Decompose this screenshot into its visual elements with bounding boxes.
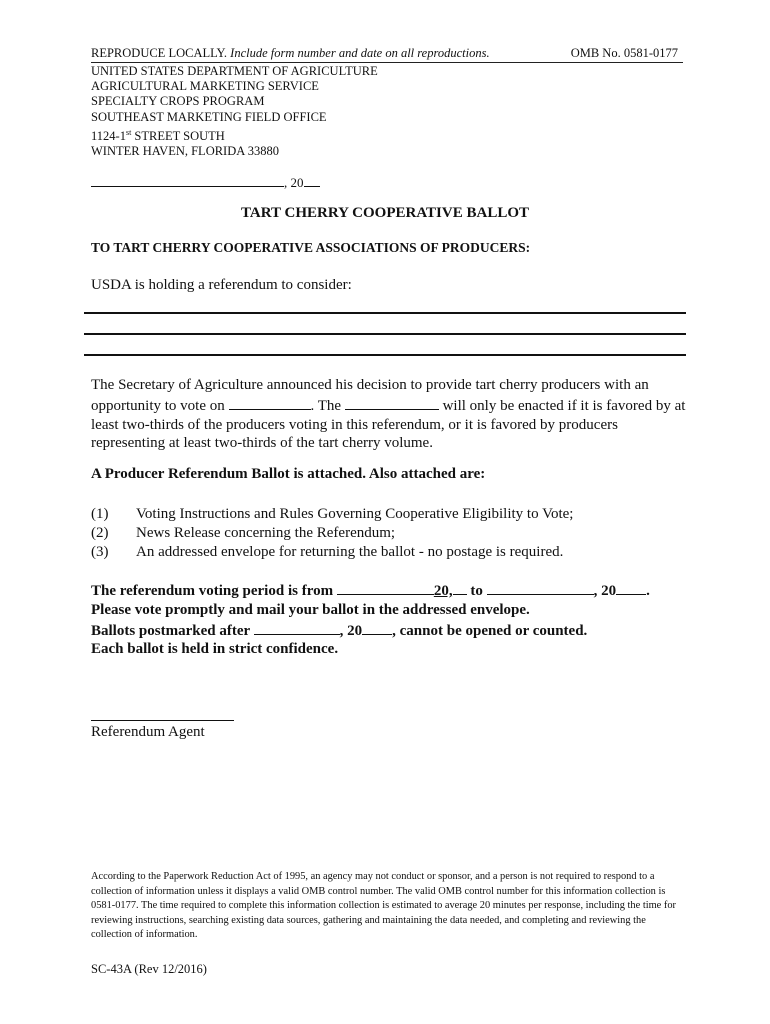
list-item: (1) Voting Instructions and Rules Governing Cooperative Eligibility to Vote;	[91, 506, 574, 522]
agent-label: Referendum Agent	[91, 724, 205, 740]
period-start-year-blank[interactable]	[453, 580, 467, 595]
vote-promptly-line: Please vote promptly and mail your ballot in the addressed envelope.	[91, 601, 530, 618]
address-line-6: WINTER HAVEN, FLORIDA 33880	[91, 144, 279, 159]
vote-date-blank[interactable]	[229, 395, 311, 410]
date-blank[interactable]	[91, 172, 284, 187]
topic-line-1[interactable]	[84, 312, 686, 314]
attachments-heading: A Producer Referendum Ballot is attached. Also attached are:	[91, 466, 486, 482]
voting-period-line: The referendum voting period is from 20, to , 20 .	[91, 580, 691, 601]
omb-number: OMB No. 0581-0177	[570, 46, 678, 60]
announcement-paragraph: The Secretary of Agriculture announced his decision to provide tart cherry producers with an opportunity to vote on . The will only be enacted if it is favored by at least two-thirds of the producers voting in this referendum, or it is favored by producers representing at least two-thirds of the tart cherry volume.	[91, 377, 686, 452]
date-field[interactable]: , 20	[91, 172, 320, 191]
period-start-blank[interactable]	[337, 580, 434, 595]
reproduce-note: Include form number and date on all reproductions.	[230, 46, 490, 60]
period-end-blank[interactable]	[487, 580, 594, 595]
postmark-line: Ballots postmarked after , 20 , cannot be opened or counted.	[91, 620, 691, 641]
paperwork-notice: According to the Paperwork Reduction Act of 1995, an agency may not conduct or sponsor, and a person is not required to respond to a collection of information unless it displays a valid OMB control number. The valid OMB control number for this information collection is 0581-0177. The time required to complete this information collection is estimated to average 20 minutes per response, including the time for reviewing instructions, searching existing data sources, gathering and maintaining the data needed, and completing and reviewing the collection of information.	[91, 871, 676, 940]
year-blank[interactable]	[304, 172, 320, 187]
address-line-4: SOUTHEAST MARKETING FIELD OFFICE	[91, 109, 327, 124]
intro-line: USDA is holding a referendum to consider:	[91, 277, 352, 293]
program-blank[interactable]	[345, 395, 439, 410]
address-line-2: AGRICULTURAL MARKETING SERVICE	[91, 79, 319, 94]
reproduce-label: REPRODUCE LOCALLY.	[91, 46, 228, 60]
period-end-year-blank[interactable]	[616, 580, 646, 595]
agent-signature-line[interactable]	[91, 720, 234, 721]
topic-line-2[interactable]	[84, 333, 686, 335]
list-item: (3) An addressed envelope for returning the ballot - no postage is required.	[91, 543, 564, 560]
header-line	[91, 46, 683, 63]
postmark-year-blank[interactable]	[362, 620, 392, 635]
addressee-line: TO TART CHERRY COOPERATIVE ASSOCIATIONS OF PRODUCERS:	[91, 240, 531, 255]
confidence-line: Each ballot is held in strict confidence.	[91, 641, 339, 658]
ballot-title: TART CHERRY COOPERATIVE BALLOT	[240, 205, 530, 221]
address-line-3: SPECIALTY CROPS PROGRAM	[91, 94, 265, 109]
form-number: SC-43A (Rev 12/2016)	[91, 962, 207, 976]
list-item: (2) News Release concerning the Referendum;	[91, 524, 396, 541]
agency-address	[91, 64, 378, 159]
address-line-5: 1124-1st STREET SOUTH	[91, 127, 225, 143]
voting-instructions	[91, 580, 691, 659]
postmark-date-blank[interactable]	[254, 620, 340, 635]
attachments-list	[91, 505, 573, 561]
address-line-1: UNITED STATES DEPARTMENT OF AGRICULTURE	[91, 64, 378, 78]
topic-line-3[interactable]	[84, 354, 686, 356]
